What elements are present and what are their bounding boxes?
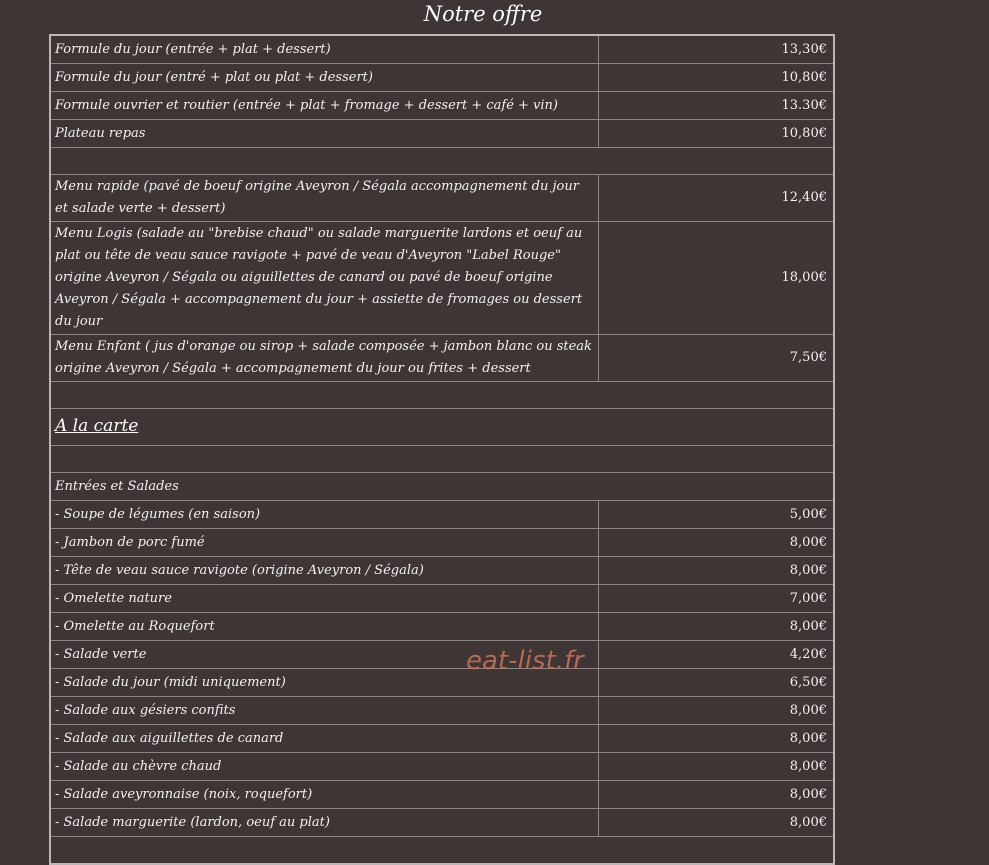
table-row <box>50 753 834 781</box>
item-price: 8,00€ <box>598 557 834 585</box>
item-price: 6,50€ <box>598 669 834 697</box>
item-name: - Salade marguerite (lardon, oeuf au plat) <box>50 809 598 837</box>
table-row <box>50 641 834 669</box>
table-row <box>50 92 834 120</box>
table-row <box>50 697 834 725</box>
menu-table <box>49 34 835 865</box>
item-name: - Salade du jour (midi uniquement) <box>50 669 598 697</box>
table-row <box>50 64 834 92</box>
table-row <box>50 35 834 64</box>
spacer-row <box>50 446 834 473</box>
item-name: Menu Logis (salade au "brebise chaud" ou salade marguerite lardons et oeuf au plat ou tête de veau sauce ravigote + pavé de veau d'Aveyron "Label Rouge" origine Aveyron / Ségala ou aiguillettes de canard ou pavé de boeuf origine Aveyron / Ségala + accompagnement du jour + assiette de fromages ou dessert du jour <box>50 222 598 335</box>
table-row <box>50 613 834 641</box>
item-price: 8,00€ <box>598 529 834 557</box>
spacer-cell <box>50 446 834 473</box>
section-row <box>50 409 834 446</box>
page-title: Notre offre <box>423 2 543 26</box>
group-row <box>50 473 834 501</box>
spacer-row <box>50 837 834 865</box>
item-price: 18,00€ <box>598 222 834 335</box>
item-name: Menu rapide (pavé de boeuf origine Aveyron / Ségala accompagnement du jour et salade verte + dessert) <box>50 175 598 222</box>
item-name: - Omelette nature <box>50 585 598 613</box>
item-price: 8,00€ <box>598 725 834 753</box>
item-price: 7,00€ <box>598 585 834 613</box>
item-price: 13.30€ <box>598 92 834 120</box>
item-price: 7,50€ <box>598 335 834 382</box>
item-price: 13,30€ <box>598 35 834 64</box>
item-name: - Tête de veau sauce ravigote (origine Aveyron / Ségala) <box>50 557 598 585</box>
item-price: 8,00€ <box>598 753 834 781</box>
item-price: 5,00€ <box>598 501 834 529</box>
item-price: 8,00€ <box>598 613 834 641</box>
spacer-cell <box>50 148 834 175</box>
item-name: Plateau repas <box>50 120 598 148</box>
table-row <box>50 120 834 148</box>
item-name: - Salade aux aiguillettes de canard <box>50 725 598 753</box>
spacer-row <box>50 148 834 175</box>
item-name: - Jambon de porc fumé <box>50 529 598 557</box>
item-name: Formule du jour (entré + plat ou plat + dessert) <box>50 64 598 92</box>
item-price: 10,80€ <box>598 120 834 148</box>
item-name: Menu Enfant ( jus d'orange ou sirop + salade composée + jambon blanc ou steak origine Aveyron / Ségala + accompagnement du jour ou frites + dessert <box>50 335 598 382</box>
table-row <box>50 809 834 837</box>
item-price: 8,00€ <box>598 781 834 809</box>
item-price: 12,40€ <box>598 175 834 222</box>
item-name: - Omelette au Roquefort <box>50 613 598 641</box>
section-title: A la carte <box>55 416 139 436</box>
spacer-cell <box>50 837 834 865</box>
group-label: Entrées et Salades <box>50 473 834 501</box>
table-row <box>50 529 834 557</box>
item-price: 8,00€ <box>598 697 834 725</box>
table-row <box>50 501 834 529</box>
item-name: - Salade aveyronnaise (noix, roquefort) <box>50 781 598 809</box>
item-name: - Salade aux gésiers confits <box>50 697 598 725</box>
table-row <box>50 557 834 585</box>
table-row <box>50 585 834 613</box>
table-row <box>50 781 834 809</box>
table-row <box>50 669 834 697</box>
item-price: 8,00€ <box>598 809 834 837</box>
table-row <box>50 222 834 335</box>
item-name: Formule ouvrier et routier (entrée + plat + fromage + dessert + café + vin) <box>50 92 598 120</box>
item-name: - Salade au chèvre chaud <box>50 753 598 781</box>
item-name: - Soupe de légumes (en saison) <box>50 501 598 529</box>
spacer-row <box>50 382 834 409</box>
item-price: 10,80€ <box>598 64 834 92</box>
watermark-text: eat-list.fr <box>466 646 584 676</box>
table-row <box>50 335 834 382</box>
table-row <box>50 175 834 222</box>
table-row <box>50 725 834 753</box>
item-name: Formule du jour (entrée + plat + dessert) <box>50 35 598 64</box>
item-name: - Salade verte <box>50 641 598 669</box>
spacer-cell <box>50 382 834 409</box>
item-price: 4,20€ <box>598 641 834 669</box>
section-cell <box>50 409 834 446</box>
